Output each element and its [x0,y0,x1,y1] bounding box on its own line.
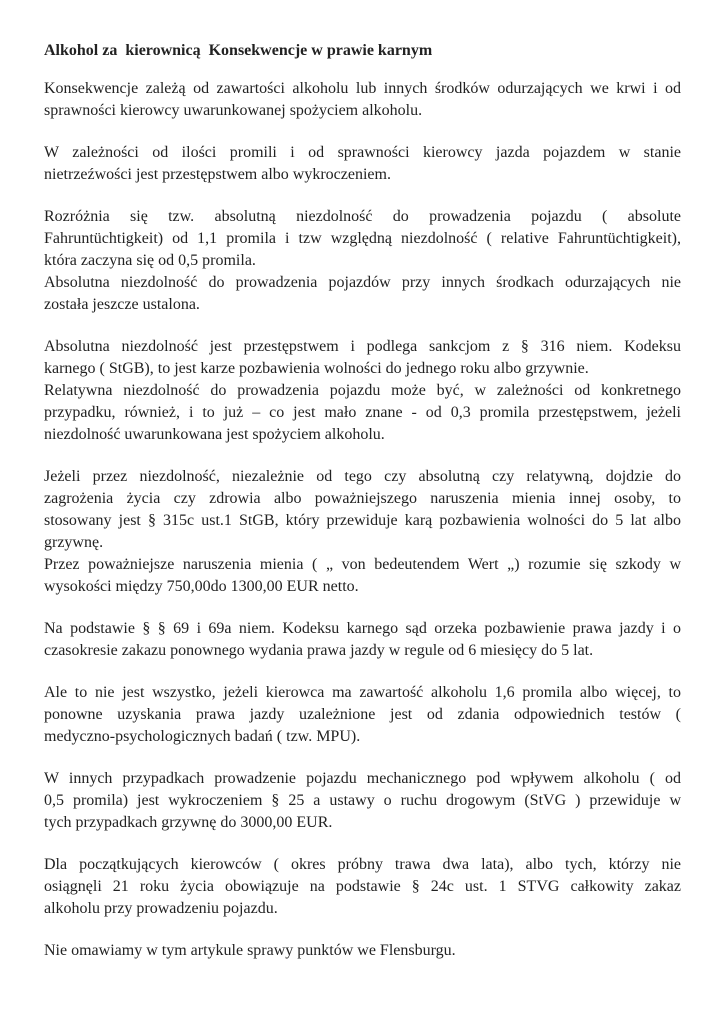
paragraph [44,940,681,962]
paragraph-line: Na podstawie § § 69 i 69a niem. Kodeksu karnego sąd orzeka pozbawienie prawa jazdy i o [44,620,681,637]
paragraph [44,78,681,122]
paragraph-line: Absolutna niezdolność jest przestępstwem i podlega sankcjom z § 316 niem. Kodeksu [44,338,681,355]
paragraph [44,142,681,186]
paragraph-line: alkoholu przy prowadzeniu pojazdu. [44,900,278,917]
paragraph [44,682,681,748]
document-body [44,78,681,962]
document-page [44,40,681,982]
paragraph-line: niezdolność uwarunkowana jest spożyciem alkoholu. [44,426,385,443]
paragraph-line: medyczno-psychologicznych badań ( tzw. MPU). [44,728,361,745]
paragraph-line: czasokresie zakazu ponownego wydania prawa jazdy w regule od 6 miesięcy do 5 lat. [44,642,594,659]
paragraph-line: 0,5 promila) jest wykroczeniem § 25 a ustawy o ruchu drogowym (StVG ) przewiduje w [44,792,681,809]
paragraph-line: przypadku, również, i to już – co jest mało znane - od 0,3 promila przestępstwem, jeżeli [44,404,681,421]
paragraph-line: została jeszcze ustalona. [44,296,200,313]
paragraph-line: która zaczyna się od 0,5 promila. [44,252,256,269]
document-title: Alkohol za kierownicą Konsekwencje w prawie karnym [44,42,433,59]
paragraph-line: grzywnę. [44,534,104,551]
paragraph-line: stosowany jest § 315c ust.1 StGB, który przewiduje karą pozbawienia wolności do 5 lat albo [44,512,681,529]
paragraph-line: Jeżeli przez niezdolność, niezależnie od tego czy absolutną czy relatywną, dojdzie do [44,468,681,485]
paragraph-line: wysokości między 750,00do 1300,00 EUR netto. [44,578,359,595]
paragraph [44,206,681,316]
paragraph-line: Konsekwencje zależą od zawartości alkoholu lub innych środków odurzających we krwi i od [44,80,681,97]
paragraph-line: zagrożenia życia czy zdrowia albo poważniejszego naruszenia mienia innej osoby, to [44,490,681,507]
paragraph-line: W zależności od ilości promili i od sprawności kierowcy jazda pojazdem w stanie [44,144,681,161]
paragraph-line: nietrzeźwości jest przestępstwem albo wykroczeniem. [44,166,391,183]
paragraph-line: tych przypadkach grzywnę do 3000,00 EUR. [44,814,333,831]
paragraph-line: sprawności kierowcy uwarunkowanej spożyciem alkoholu. [44,102,423,119]
paragraph [44,618,681,662]
paragraph-line: karnego ( StGB), to jest karze pozbawienia wolności do jednego roku albo grzywnie. [44,360,589,377]
paragraph-line: osiągnęli 21 roku życia obowiązuje na podstawie § 24c ust. 1 STVG całkowity zakaz [44,878,681,895]
paragraph-line: Relatywna niezdolność do prowadzenia pojazdu może być, w zależności od konkretnego [44,382,681,399]
paragraph [44,768,681,834]
paragraph [44,854,681,920]
paragraph [44,466,681,598]
paragraph [44,336,681,446]
paragraph-line: ponowne uzyskania prawa jazdy uzależnione jest od zdania odpowiednich testów ( [44,706,681,723]
paragraph-line: Nie omawiamy w tym artykule sprawy punktów we Flensburgu. [44,942,456,959]
paragraph-line: Przez poważniejsze naruszenia mienia ( „ von bedeutendem Wert „) rozumie się szkody w [44,556,681,573]
paragraph-line: Ale to nie jest wszystko, jeżeli kierowca ma zawartość alkoholu 1,6 promila albo więcej, to [44,684,681,701]
paragraph-line: Fahruntüchtigkeit) od 1,1 promila i tzw względną niezdolność ( relative Fahruntüchtigkeit), [44,230,681,247]
paragraph-line: W innych przypadkach prowadzenie pojazdu mechanicznego pod wpływem alkoholu ( od [44,770,681,787]
paragraph-line: Absolutna niezdolność do prowadzenia pojazdów przy innych środkach odurzających nie [44,274,681,291]
paragraph-line: Rozróżnia się tzw. absolutną niezdolność do prowadzenia pojazdu ( absolute [44,208,681,225]
paragraph-line: Dla początkujących kierowców ( okres próbny trawa dwa lata), albo tych, którzy nie [44,856,681,873]
